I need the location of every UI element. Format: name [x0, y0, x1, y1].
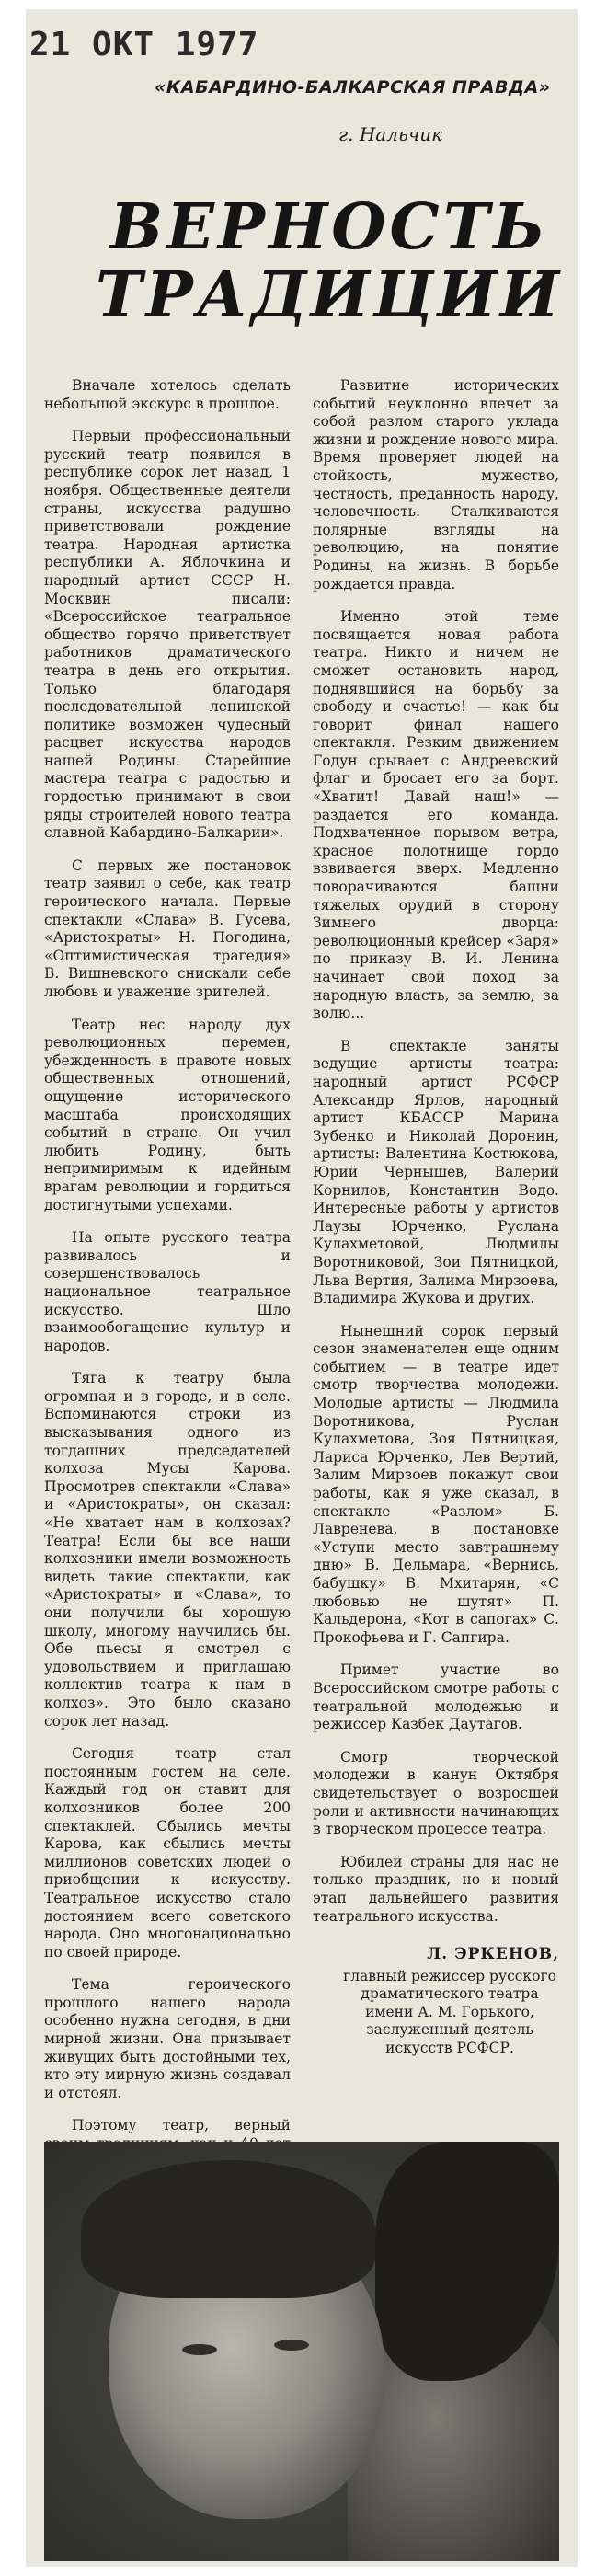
paragraph: С первых же постановок театр заявил о себе, как театр героического начала. Первые спектакли «Слава» В. Гусева, «Аристократы» Н. Погодина, «Оптимистическая трагедия» В. Вишневского снискали себе любовь и уважение зрителей. — [44, 857, 291, 1000]
paragraph: Театр нес народу дух революционных перемен, убежденность в правоте новых общественных отношений, ощущение исторического масштаба происходящих событий в стране. Он учил любить Родину, быть непримиримым к идейным врагам революции и гордиться достигнутыми успехами. — [44, 1016, 291, 1213]
article-title: ВЕРНОСТЬ ТРАДИЦИИ — [95, 190, 564, 332]
paragraph: Нынешний сорок первый сезон знаменателен еще одним событием — в театре идет смотр творчества молодежи. Молодые артисты — Людмила Воротникова, Руслан Кулахметова, Зоя Пятницкая, Лариса Юрченко, Лев Вертий, Залим Мирзоев покажут свои работы, как я уже сказал, в спектакле «Разлом» Б. Лавренева, в постановке «Уступи место завтрашнему дню» В. Дельмара, «Вернись, бабушку» В. Мхитарян, «С любовью не шутят» П. Кальдерона, «Кот в сапогах» С. Прокофьева и Г. Сапгира. — [313, 1322, 559, 1646]
paragraph: Поэтому театр, верный — [72, 2117, 291, 2134]
newspaper-name: «КАБАРДИНО-БАЛКАРСКАЯ ПРАВДА» — [155, 77, 551, 98]
paragraph: Тяга к театру была огромная и в городе, и в селе. Вспоминаются строки из высказывания одного из тогдашних председателей колхоза Мусы Карова. Просмотрев спектакли «Слава» и «Аристократы», он сказал: «Не хватает нам в колхозах? Театра! Если бы все наши колхозники имели возможность видеть такие спектакли, как «Аристократы» и «Слава», то они получили бы хорошую школу, многому научились бы. Обе пьесы я смотрел с удовольствием и приглашаю коллектив театра к нам в колхоз». Это было сказано сорок лет назад. — [44, 1370, 291, 1730]
author-name: Л. ЭРКЕНОВ, — [427, 1945, 559, 1964]
woman-hair — [81, 2160, 375, 2298]
left-column — [44, 377, 291, 2385]
paragraph: На опыте русского театра развивалось и совершенствовалось национальное театральное искусство. Шло взаимообогащение культур и народов. — [44, 1229, 291, 1354]
paragraph: Юбилей страны для нас не только праздник, но и новый этап дальнейшего развития театрального искусства. — [313, 1853, 559, 1925]
date-stamp: 21 ОКТ 1977 — [29, 26, 259, 63]
city-name: г. Нальчик — [338, 123, 443, 145]
right-column — [313, 377, 559, 2058]
paragraph: Первый профессиональный русский театр появился в республике сорок лет назад, 1 ноября. Общественные деятели страны, искусства радушно приветствовали рождение театра. Народная артистка республики А. Яблочкина и народный артист СССР Н. Москвин писали: «Всероссийское театральное общество горячо приветствует работников драматического театра в день его открытия. Только благодаря последовательной ленинской политике возможен чудесный расцвет искусства народов нашей Родины. Старейшие мастера театра с радостью и гордостью принимают в свои ряды строителей нового театра славной Кабардино-Балкарии». — [44, 428, 291, 842]
eye — [182, 2344, 217, 2355]
newspaper-clipping — [26, 9, 578, 2567]
paragraph: Развитие исторических событий неуклонно влечет за собой разлом старого уклада жизни и рождение нового мира. Время проверяет людей на стойкость, мужество, честность, преданность народу, человечность. Сталкиваются полярные взгляды на революцию, на понятие Родины, на жизнь. В борьбе рождается правда. — [313, 377, 559, 592]
paragraph: Смотр творческой молодежи в канун Октября свидетельствует о возросшей роли и активности начинающих в творческом процессе театра. — [313, 1748, 559, 1838]
actor-photo — [44, 2142, 559, 2561]
paragraph: Вначале хотелось сделать небольшой экскурс в прошлое. — [44, 377, 291, 412]
paragraph: В спектакле заняты ведущие артисты театра: народный артист РСФСР Александр Ярлов, народный артист КБАССР Марина Зубенко и Николай Доронин, артисты: Валентина Костюкова, Юрий Чернышев, Валерий Корнилов, Константин Водо. Интересные работы у артистов Лаузы Юрченко, Руслана Кулахметовой, Людмилы Воротниковой, Зои Пятницкой, Льва Вертия, Залима Мирзоева, Владимира Жукова и других. — [313, 1037, 559, 1307]
author-title: главный режиссер русского драматического театра имени А. М. Горького, заслуженный деятель искусств РСФСР. — [343, 1967, 556, 2057]
paragraph: Тема героического прошлого нашего народа особенно нужна сегодня, в дни мирной жизни. Она призывает живущих быть достойными тех, кто эту мирную жизнь создавал и отстоял. — [44, 1976, 291, 2101]
paragraph: Сегодня театр стал постоянным гостем на селе. Каждый год он ставит для колхозников более 200 спектаклей. Сбылись мечты Карова, как сбылись мечты миллионов советских людей о приобщении к искусству. Театральное искусство стало достоянием всего советского народа. Оно многонационально по своей природе. — [44, 1745, 291, 1961]
paragraph: Примет участие во Всероссийском смотре работы с театральной молодежью и режиссер Казбек Даутагов. — [313, 1662, 559, 1733]
paragraph: Именно этой теме посвящается новая работа театра. Никто и ничем не сможет остановить народ, поднявшийся на борьбу за свободу и счастье! — как бы говорит финал нашего спектакля. Резким движением Годун срывает с Андреевский флаг и бросает его за борт. «Хватит! Давай наш!» — раздается его команда. Подхваченное порывом ветра, красное полотнище гордо взвивается вверх. Медленно поворачиваются башни тяжелых орудий в сторону Зимнего дворца: революционный крейсер «Заря» по приказу В. И. Ленина начинает свой поход за народную власть, за землю, за волю... — [313, 608, 559, 1022]
eye — [274, 2340, 309, 2351]
